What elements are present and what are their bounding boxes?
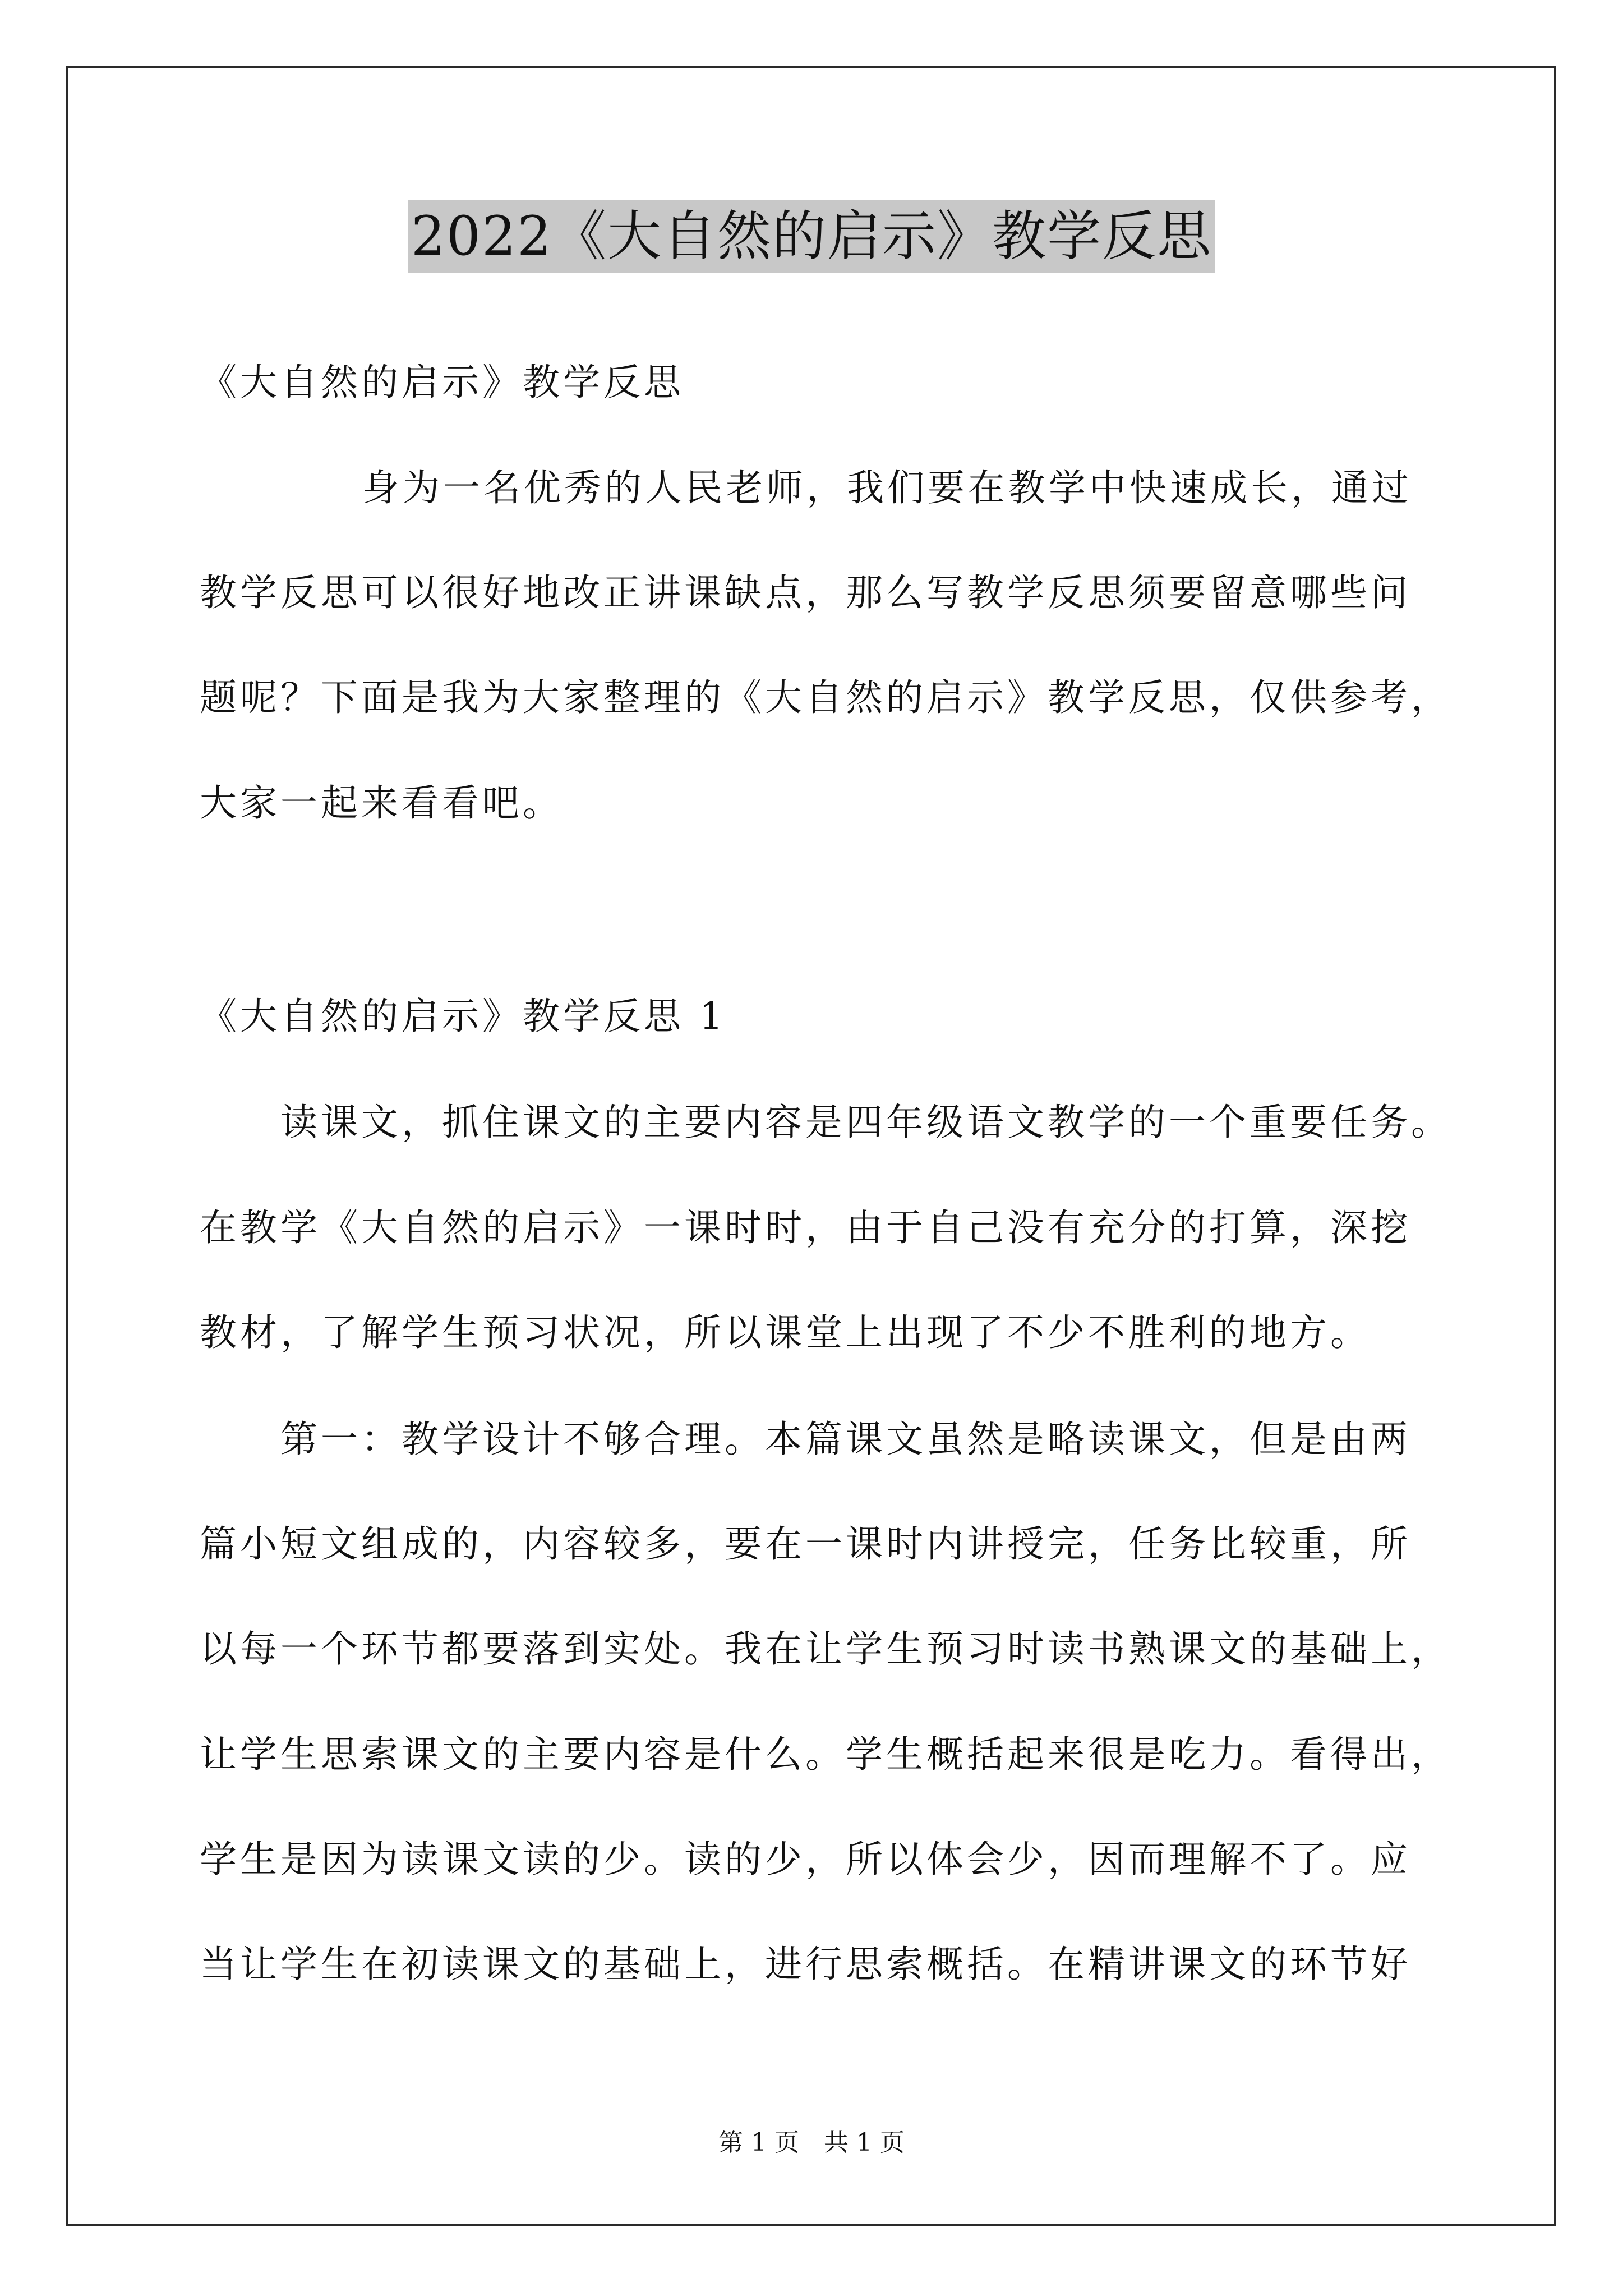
section1-heading: 《大自然的启示》教学反思 1 (200, 995, 726, 1038)
document-title-wrap (0, 200, 1623, 273)
intro-line-1: 身为一名优秀的人民老师，我们要在教学中快速成长，通过 (362, 466, 1412, 509)
section1-para2-line-1: 第一：教学设计不够合理。本篇课文虽然是略读课文，但是由两 (280, 1418, 1411, 1461)
section1-para2-line-5: 学生是因为读课文读的少。读的少，所以体会少，因而理解不了。应 (200, 1838, 1411, 1881)
section1-para1-line-3: 教材，了解学生预习状况，所以课堂上出现了不少不胜利的地方。 (200, 1311, 1371, 1354)
section1-para1-line-1: 读课文，抓住课文的主要内容是四年级语文教学的一个重要任务。 (280, 1101, 1451, 1144)
page-footer: 第 1 页 共 1 页 (718, 2128, 905, 2157)
section1-para1-line-2: 在教学《大自然的启示》一课时时，由于自己没有充分的打算，深挖 (200, 1206, 1411, 1249)
document-title: 2022《大自然的启示》教学反思 (408, 200, 1215, 273)
intro-line-4: 大家一起来看看吧。 (200, 781, 563, 825)
intro-line-3: 题呢？下面是我为大家整理的《大自然的启示》教学反思，仅供参考， (200, 676, 1451, 719)
section1-para2-line-2: 篇小短文组成的，内容较多，要在一课时内讲授完，任务比较重，所 (200, 1522, 1411, 1566)
subheading: 《大自然的启示》教学反思 (200, 361, 684, 404)
section1-para2-line-4: 让学生思索课文的主要内容是什么。学生概括起来很是吃力。看得出， (200, 1733, 1451, 1776)
section1-para2-line-3: 以每一个环节都要落到实处。我在让学生预习时读书熟课文的基础上， (200, 1627, 1451, 1671)
section1-para2-line-6: 当让学生在初读课文的基础上，进行思索概括。在精讲课文的环节好 (200, 1943, 1411, 1986)
intro-line-2: 教学反思可以很好地改正讲课缺点，那么写教学反思须要留意哪些问 (200, 571, 1411, 614)
